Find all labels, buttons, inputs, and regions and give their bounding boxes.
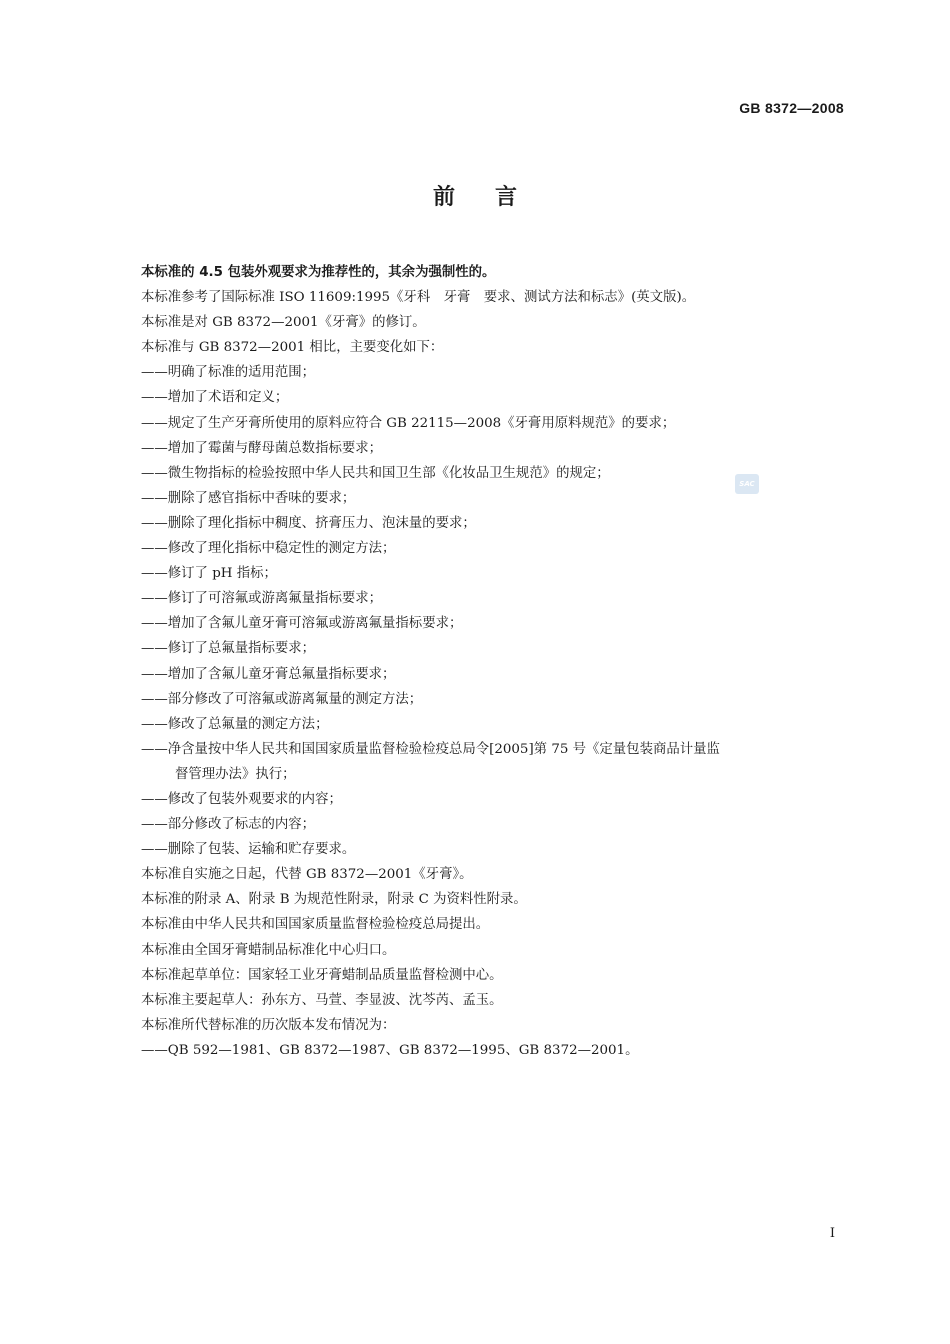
list-item: ——净含量按中华人民共和国国家质量监督检验检疫总局令[2005]第 75 号《定量包装商品计量监 — [141, 741, 720, 757]
foreword-body — [141, 260, 846, 1063]
page-number: I — [829, 1226, 835, 1241]
list-item: ——删除了理化指标中稠度、挤膏压力、泡沫量的要求； — [141, 515, 476, 531]
paragraph-line: 本标准由中华人民共和国国家质量监督检验检疫总局提出。 — [141, 917, 490, 933]
paragraph-line: 本标准的附录 A、附录 B 为规范性附录，附录 C 为资料性附录。 — [141, 892, 527, 908]
paragraph-line: 本标准起草单位：国家轻工业牙膏蜡制品质量监督检测中心。 — [141, 967, 503, 983]
paragraph-line: 本标准主要起草人：孙东方、马萱、李显波、沈芩芮、孟玉。 — [141, 992, 503, 1008]
paragraph-line: 本标准与 GB 8372—2001 相比，主要变化如下： — [141, 340, 444, 356]
list-item: ——修订了总氟量指标要求； — [141, 641, 316, 657]
paragraph-line: 本标准所代替标准的历次版本发布情况为： — [141, 1017, 396, 1033]
list-item: ——增加了含氟儿童牙膏可溶氟或游离氟量指标要求； — [141, 616, 463, 632]
list-item: ——部分修改了标志的内容； — [141, 817, 316, 833]
list-item: ——部分修改了可溶氟或游离氟量的测定方法； — [141, 691, 423, 707]
standard-code: GB 8372—2008 — [739, 100, 844, 116]
list-item: ——规定了生产牙膏所使用的原料应符合 GB 22115—2008《牙膏用原料规范》的要求； — [141, 415, 676, 431]
list-item: ——微生物指标的检验按照中华人民共和国卫生部《化妆品卫生规范》的规定； — [141, 465, 610, 481]
list-item: ——修改了包装外观要求的内容； — [141, 791, 342, 807]
list-item: ——增加了霉菌与酵母菌总数指标要求； — [141, 440, 383, 456]
paragraph-line: 本标准的 4.5 包装外观要求为推荐性的，其余为强制性的。 — [141, 265, 496, 280]
page-title: 前言 — [432, 185, 557, 210]
list-item: ——修订了可溶氟或游离氟量指标要求； — [141, 591, 383, 607]
list-item: ——增加了术语和定义； — [141, 390, 289, 406]
list-item: ——删除了感官指标中香味的要求； — [141, 490, 356, 506]
paragraph-line: 督管理办法》执行； — [175, 766, 296, 782]
paragraph-line: 本标准由全国牙膏蜡制品标准化中心归口。 — [141, 942, 396, 958]
list-item: ——修改了总氟量的测定方法； — [141, 716, 329, 732]
list-item: ——QB 592—1981、GB 8372—1987、GB 8372—1995、GB 8372—2001。 — [141, 1042, 639, 1058]
list-item: ——删除了包装、运输和贮存要求。 — [141, 842, 356, 858]
paragraph-line: 本标准自实施之日起，代替 GB 8372—2001《牙膏》。 — [141, 867, 473, 883]
list-item: ——修订了 pH 指标； — [141, 566, 277, 582]
paragraph-line: 本标准是对 GB 8372—2001《牙膏》的修订。 — [141, 315, 426, 331]
list-item: ——增加了含氟儿童牙膏总氟量指标要求； — [141, 666, 396, 682]
list-item: ——修改了理化指标中稳定性的测定方法； — [141, 541, 396, 557]
list-item: ——明确了标准的适用范围； — [141, 365, 316, 381]
sac-watermark-logo: SAC — [735, 474, 759, 494]
paragraph-line: 本标准参考了国际标准 ISO 11609:1995《牙科 牙膏 要求、测试方法和标志》(英文版)。 — [141, 290, 696, 306]
